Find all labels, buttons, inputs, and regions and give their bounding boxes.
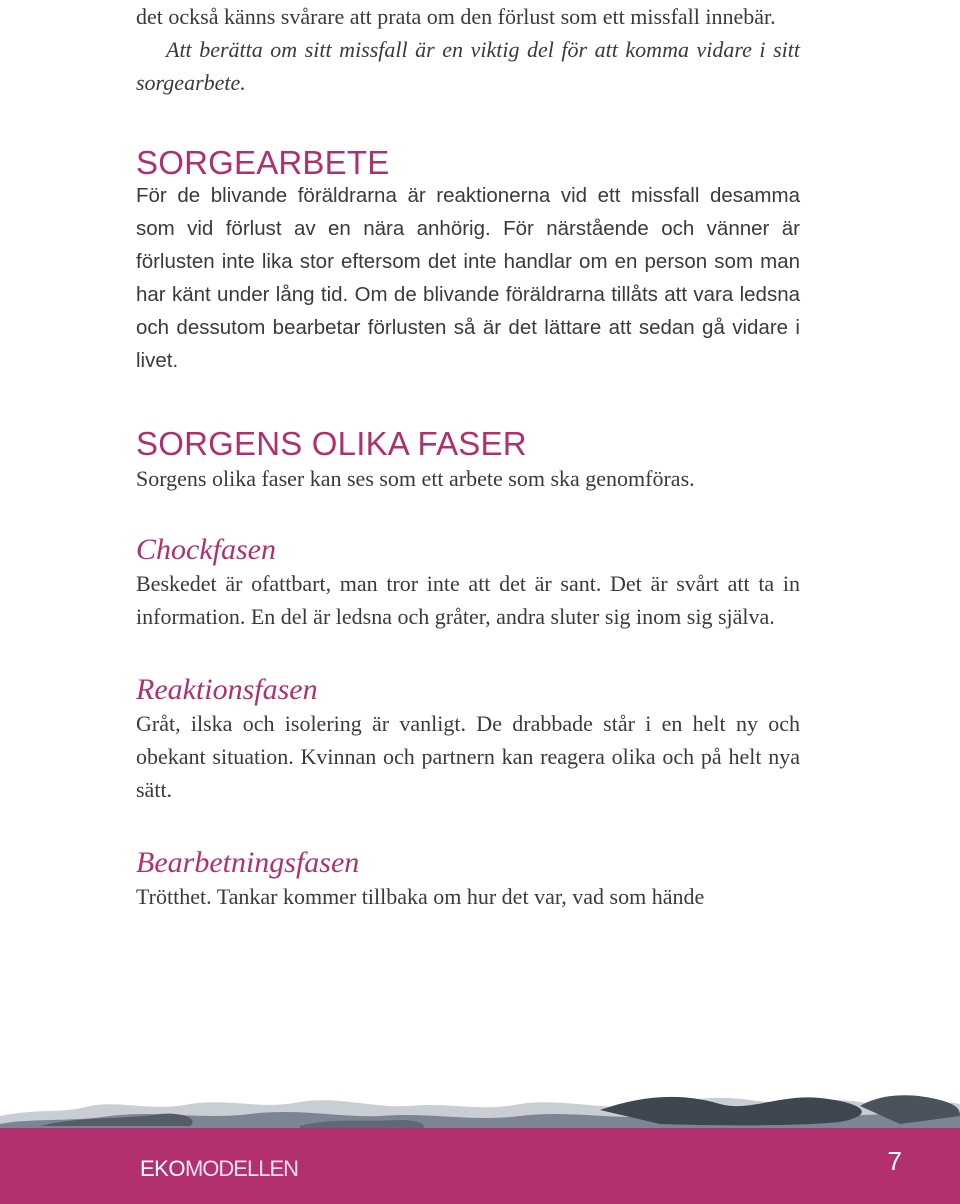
page-number: 7 bbox=[887, 1146, 902, 1176]
heading-sorgens-olika-faser: SORGENS OLIKA FASER bbox=[136, 425, 527, 462]
reaktionsfasen-body: Gråt, ilska och isolering är vanligt. De drabbade står i en helt ny och obekant situation. Kvinnan och partnern kan reagera olika och på helt nya sätt. bbox=[136, 711, 800, 802]
intro-paragraph: det också känns svårare att prata om den förlust som ett missfall innebär. bbox=[136, 4, 776, 29]
heading-sorgearbete: SORGEARBETE bbox=[136, 144, 390, 181]
brand-logo-thin: MODELLEN bbox=[184, 1156, 299, 1181]
brand-logo bbox=[140, 1156, 298, 1182]
bearbetningsfasen-body: Trötthet. Tankar kommer tillbaka om hur det var, vad som hände bbox=[136, 884, 705, 909]
page-content bbox=[136, 0, 800, 913]
heading-bearbetningsfasen: Bearbetningsfasen bbox=[136, 846, 360, 879]
sorgearbete-body: För de blivande föräldrarna är reaktionerna vid ett missfall desamma som vid förlust av en nära anhörig. För närstående och vänner är förlusten inte lika stor eftersom det inte handlar om en person som man har känt under lång tid. Om de blivande föräldrarna tillåts att vara ledsna och dessutom bearbetar förlusten så är det lättare att sedan gå vidare i livet. bbox=[136, 184, 800, 372]
heading-reaktionsfasen: Reaktionsfasen bbox=[136, 673, 318, 706]
brand-logo-bold: EKO bbox=[140, 1156, 185, 1181]
faser-intro: Sorgens olika faser kan ses som ett arbete som ska genomföras. bbox=[136, 466, 695, 491]
chockfasen-body: Beskedet är ofattbart, man tror inte att det är sant. Det är svårt att ta in information. En del är ledsna och gråter, andra sluter sig inom sig själva. bbox=[136, 571, 800, 629]
rocky-shore-image bbox=[0, 1086, 960, 1130]
footer-bar bbox=[0, 1128, 960, 1204]
intro-italic-note: Att berätta om sitt missfall är en viktig del för att komma vidare i sitt sorgearbete. bbox=[136, 37, 800, 95]
heading-chockfasen: Chockfasen bbox=[136, 533, 276, 566]
